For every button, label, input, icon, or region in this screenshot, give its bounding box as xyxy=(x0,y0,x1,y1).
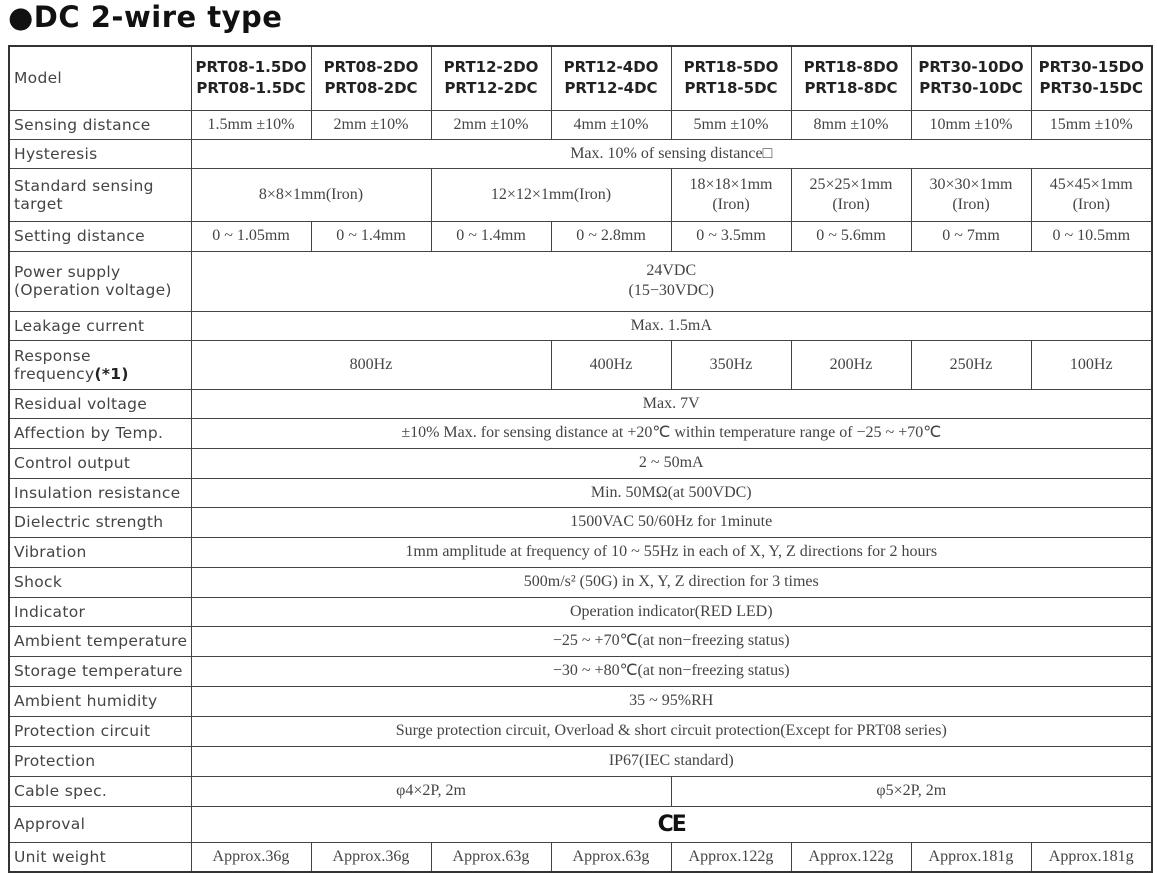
row-label xyxy=(9,46,191,110)
table-row xyxy=(9,626,1152,656)
row-label-text: Control output xyxy=(14,454,131,472)
spec-value: 30×30×1mm (Iron) xyxy=(911,168,1031,221)
table-row xyxy=(9,478,1152,507)
table-row xyxy=(9,340,1152,389)
model-name: PRT30-15DO PRT30-15DC xyxy=(1031,46,1152,110)
row-label-text: Residual voltage xyxy=(14,394,148,413)
spec-value: Max. 7V xyxy=(191,389,1152,418)
row-label-text: Standard sensing target xyxy=(14,176,154,213)
table-row xyxy=(9,418,1152,448)
spec-value: 2mm ±10% xyxy=(431,110,551,139)
row-label-text: Insulation resistance xyxy=(14,483,181,502)
spec-value: 0 ~ 2.8mm xyxy=(551,221,671,251)
row-label xyxy=(9,389,191,418)
row-label-text: Dielectric strength xyxy=(14,513,164,531)
row-label-text: Shock xyxy=(14,573,63,591)
spec-value: 400Hz xyxy=(551,340,671,389)
row-label xyxy=(9,686,191,716)
row-label xyxy=(9,340,191,389)
row-label xyxy=(9,478,191,507)
row-label xyxy=(9,110,191,139)
table-row xyxy=(9,597,1152,626)
spec-value: 0 ~ 3.5mm xyxy=(671,221,791,251)
spec-value: Approx.36g xyxy=(191,842,311,872)
row-label xyxy=(9,746,191,776)
table-row xyxy=(9,448,1152,478)
spec-value: 18×18×1mm (Iron) xyxy=(671,168,791,221)
row-label xyxy=(9,656,191,686)
table-row xyxy=(9,716,1152,746)
spec-value: Approx.36g xyxy=(311,842,431,872)
row-label-text: Power supply (Operation voltage) xyxy=(14,263,172,299)
row-label-text: Affection by Temp. xyxy=(14,424,164,442)
spec-value: Approx.63g xyxy=(431,842,551,872)
row-label xyxy=(9,806,191,842)
spec-value: IP67(IEC standard) xyxy=(191,746,1152,776)
table-row xyxy=(9,806,1152,842)
model-name: PRT08-2DO PRT08-2DC xyxy=(311,46,431,110)
row-label-text: Unit weight xyxy=(14,847,107,866)
spec-value: −25 ~ +70℃(at non−freezing status) xyxy=(191,626,1152,656)
row-label-text: Protection circuit xyxy=(14,722,151,740)
spec-value: 100Hz xyxy=(1031,340,1152,389)
spec-value: 500m/s² (50G) in X, Y, Z direction for 3 times xyxy=(191,567,1152,597)
spec-value: 15mm ±10% xyxy=(1031,110,1152,139)
table-row xyxy=(9,221,1152,251)
footnote-marker: (*1) xyxy=(94,364,129,383)
model-name: PRT12-2DO PRT12-2DC xyxy=(431,46,551,110)
spec-value: 45×45×1mm (Iron) xyxy=(1031,168,1152,221)
table-row xyxy=(9,842,1152,872)
row-label xyxy=(9,842,191,872)
spec-value: 10mm ±10% xyxy=(911,110,1031,139)
ce-mark: CE xyxy=(191,806,1152,842)
table-row xyxy=(9,746,1152,776)
row-label-text: Cable spec. xyxy=(14,782,108,800)
table-row xyxy=(9,776,1152,806)
row-label-text: Model xyxy=(14,69,63,88)
spec-value: Max. 1.5mA xyxy=(191,311,1152,340)
spec-value: Approx.122g xyxy=(791,842,911,872)
spec-table xyxy=(8,45,1153,873)
row-label-text: Setting distance xyxy=(14,227,145,245)
spec-value: 25×25×1mm (Iron) xyxy=(791,168,911,221)
table-row xyxy=(9,46,1152,110)
row-label-text: Sensing distance xyxy=(14,115,151,134)
row-label xyxy=(9,221,191,251)
row-label-text: Protection xyxy=(14,752,96,770)
row-label xyxy=(9,418,191,448)
spec-value: 5mm ±10% xyxy=(671,110,791,139)
row-label xyxy=(9,139,191,168)
spec-value: Max. 10% of sensing distance□ xyxy=(191,139,1152,168)
spec-value: ±10% Max. for sensing distance at +20℃ within temperature range of −25 ~ +70℃ xyxy=(191,418,1152,448)
spec-value: φ4×2P, 2m xyxy=(191,776,671,806)
row-label xyxy=(9,597,191,626)
spec-value: 12×12×1mm(Iron) xyxy=(431,168,671,221)
spec-value: 1mm amplitude at frequency of 10 ~ 55Hz in each of X, Y, Z directions for 2 hours xyxy=(191,537,1152,567)
table-row xyxy=(9,110,1152,139)
spec-value: 350Hz xyxy=(671,340,791,389)
table-row xyxy=(9,656,1152,686)
row-label xyxy=(9,626,191,656)
spec-value: 200Hz xyxy=(791,340,911,389)
spec-value: 8×8×1mm(Iron) xyxy=(191,168,431,221)
spec-value: Min. 50MΩ(at 500VDC) xyxy=(191,478,1152,507)
spec-value: Approx.122g xyxy=(671,842,791,872)
spec-value: 0 ~ 5.6mm xyxy=(791,221,911,251)
row-label-text: Indicator xyxy=(14,602,86,621)
row-label xyxy=(9,507,191,537)
row-label-text: Vibration xyxy=(14,543,87,561)
spec-value: 2 ~ 50mA xyxy=(191,448,1152,478)
row-label xyxy=(9,537,191,567)
spec-value: Operation indicator(RED LED) xyxy=(191,597,1152,626)
table-row xyxy=(9,567,1152,597)
spec-value: 1500VAC 50/60Hz for 1minute xyxy=(191,507,1152,537)
row-label-text: Ambient temperature xyxy=(14,632,188,650)
spec-value: 0 ~ 1.4mm xyxy=(311,221,431,251)
spec-value: 2mm ±10% xyxy=(311,110,431,139)
table-row xyxy=(9,311,1152,340)
table-row xyxy=(9,389,1152,418)
row-label xyxy=(9,716,191,746)
row-label-text: Response frequency xyxy=(14,346,95,383)
row-label-text: Hysteresis xyxy=(14,144,98,163)
spec-value: 35 ~ 95%RH xyxy=(191,686,1152,716)
row-label xyxy=(9,776,191,806)
model-name: PRT18-5DO PRT18-5DC xyxy=(671,46,791,110)
spec-value: Surge protection circuit, Overload & short circuit protection(Except for PRT08 series) xyxy=(191,716,1152,746)
spec-value: 8mm ±10% xyxy=(791,110,911,139)
model-name: PRT30-10DO PRT30-10DC xyxy=(911,46,1031,110)
row-label-text: Ambient humidity xyxy=(14,692,158,710)
spec-value: 0 ~ 10.5mm xyxy=(1031,221,1152,251)
table-row xyxy=(9,139,1152,168)
spec-value: 24VDC (15−30VDC) xyxy=(191,251,1152,311)
table-row xyxy=(9,507,1152,537)
section-title: ●DC 2-wire type xyxy=(8,0,283,34)
spec-value: −30 ~ +80℃(at non−freezing status) xyxy=(191,656,1152,686)
model-name: PRT08-1.5DO PRT08-1.5DC xyxy=(191,46,311,110)
model-name: PRT12-4DO PRT12-4DC xyxy=(551,46,671,110)
row-label xyxy=(9,567,191,597)
spec-value: 250Hz xyxy=(911,340,1031,389)
table-row xyxy=(9,168,1152,221)
row-label xyxy=(9,168,191,221)
spec-value: 1.5mm ±10% xyxy=(191,110,311,139)
spec-value: Approx.63g xyxy=(551,842,671,872)
row-label xyxy=(9,448,191,478)
spec-value: Approx.181g xyxy=(911,842,1031,872)
table-row xyxy=(9,537,1152,567)
spec-value: 4mm ±10% xyxy=(551,110,671,139)
spec-value: φ5×2P, 2m xyxy=(671,776,1152,806)
spec-value: 800Hz xyxy=(191,340,551,389)
row-label-text: Approval xyxy=(14,815,86,833)
row-label-text: Storage temperature xyxy=(14,662,183,680)
table-row xyxy=(9,251,1152,311)
model-name: PRT18-8DO PRT18-8DC xyxy=(791,46,911,110)
spec-value: Approx.181g xyxy=(1031,842,1152,872)
row-label-text: Leakage current xyxy=(14,316,145,335)
row-label xyxy=(9,311,191,340)
spec-value: 0 ~ 7mm xyxy=(911,221,1031,251)
row-label xyxy=(9,251,191,311)
spec-value: 0 ~ 1.05mm xyxy=(191,221,311,251)
table-row xyxy=(9,686,1152,716)
spec-value: 0 ~ 1.4mm xyxy=(431,221,551,251)
